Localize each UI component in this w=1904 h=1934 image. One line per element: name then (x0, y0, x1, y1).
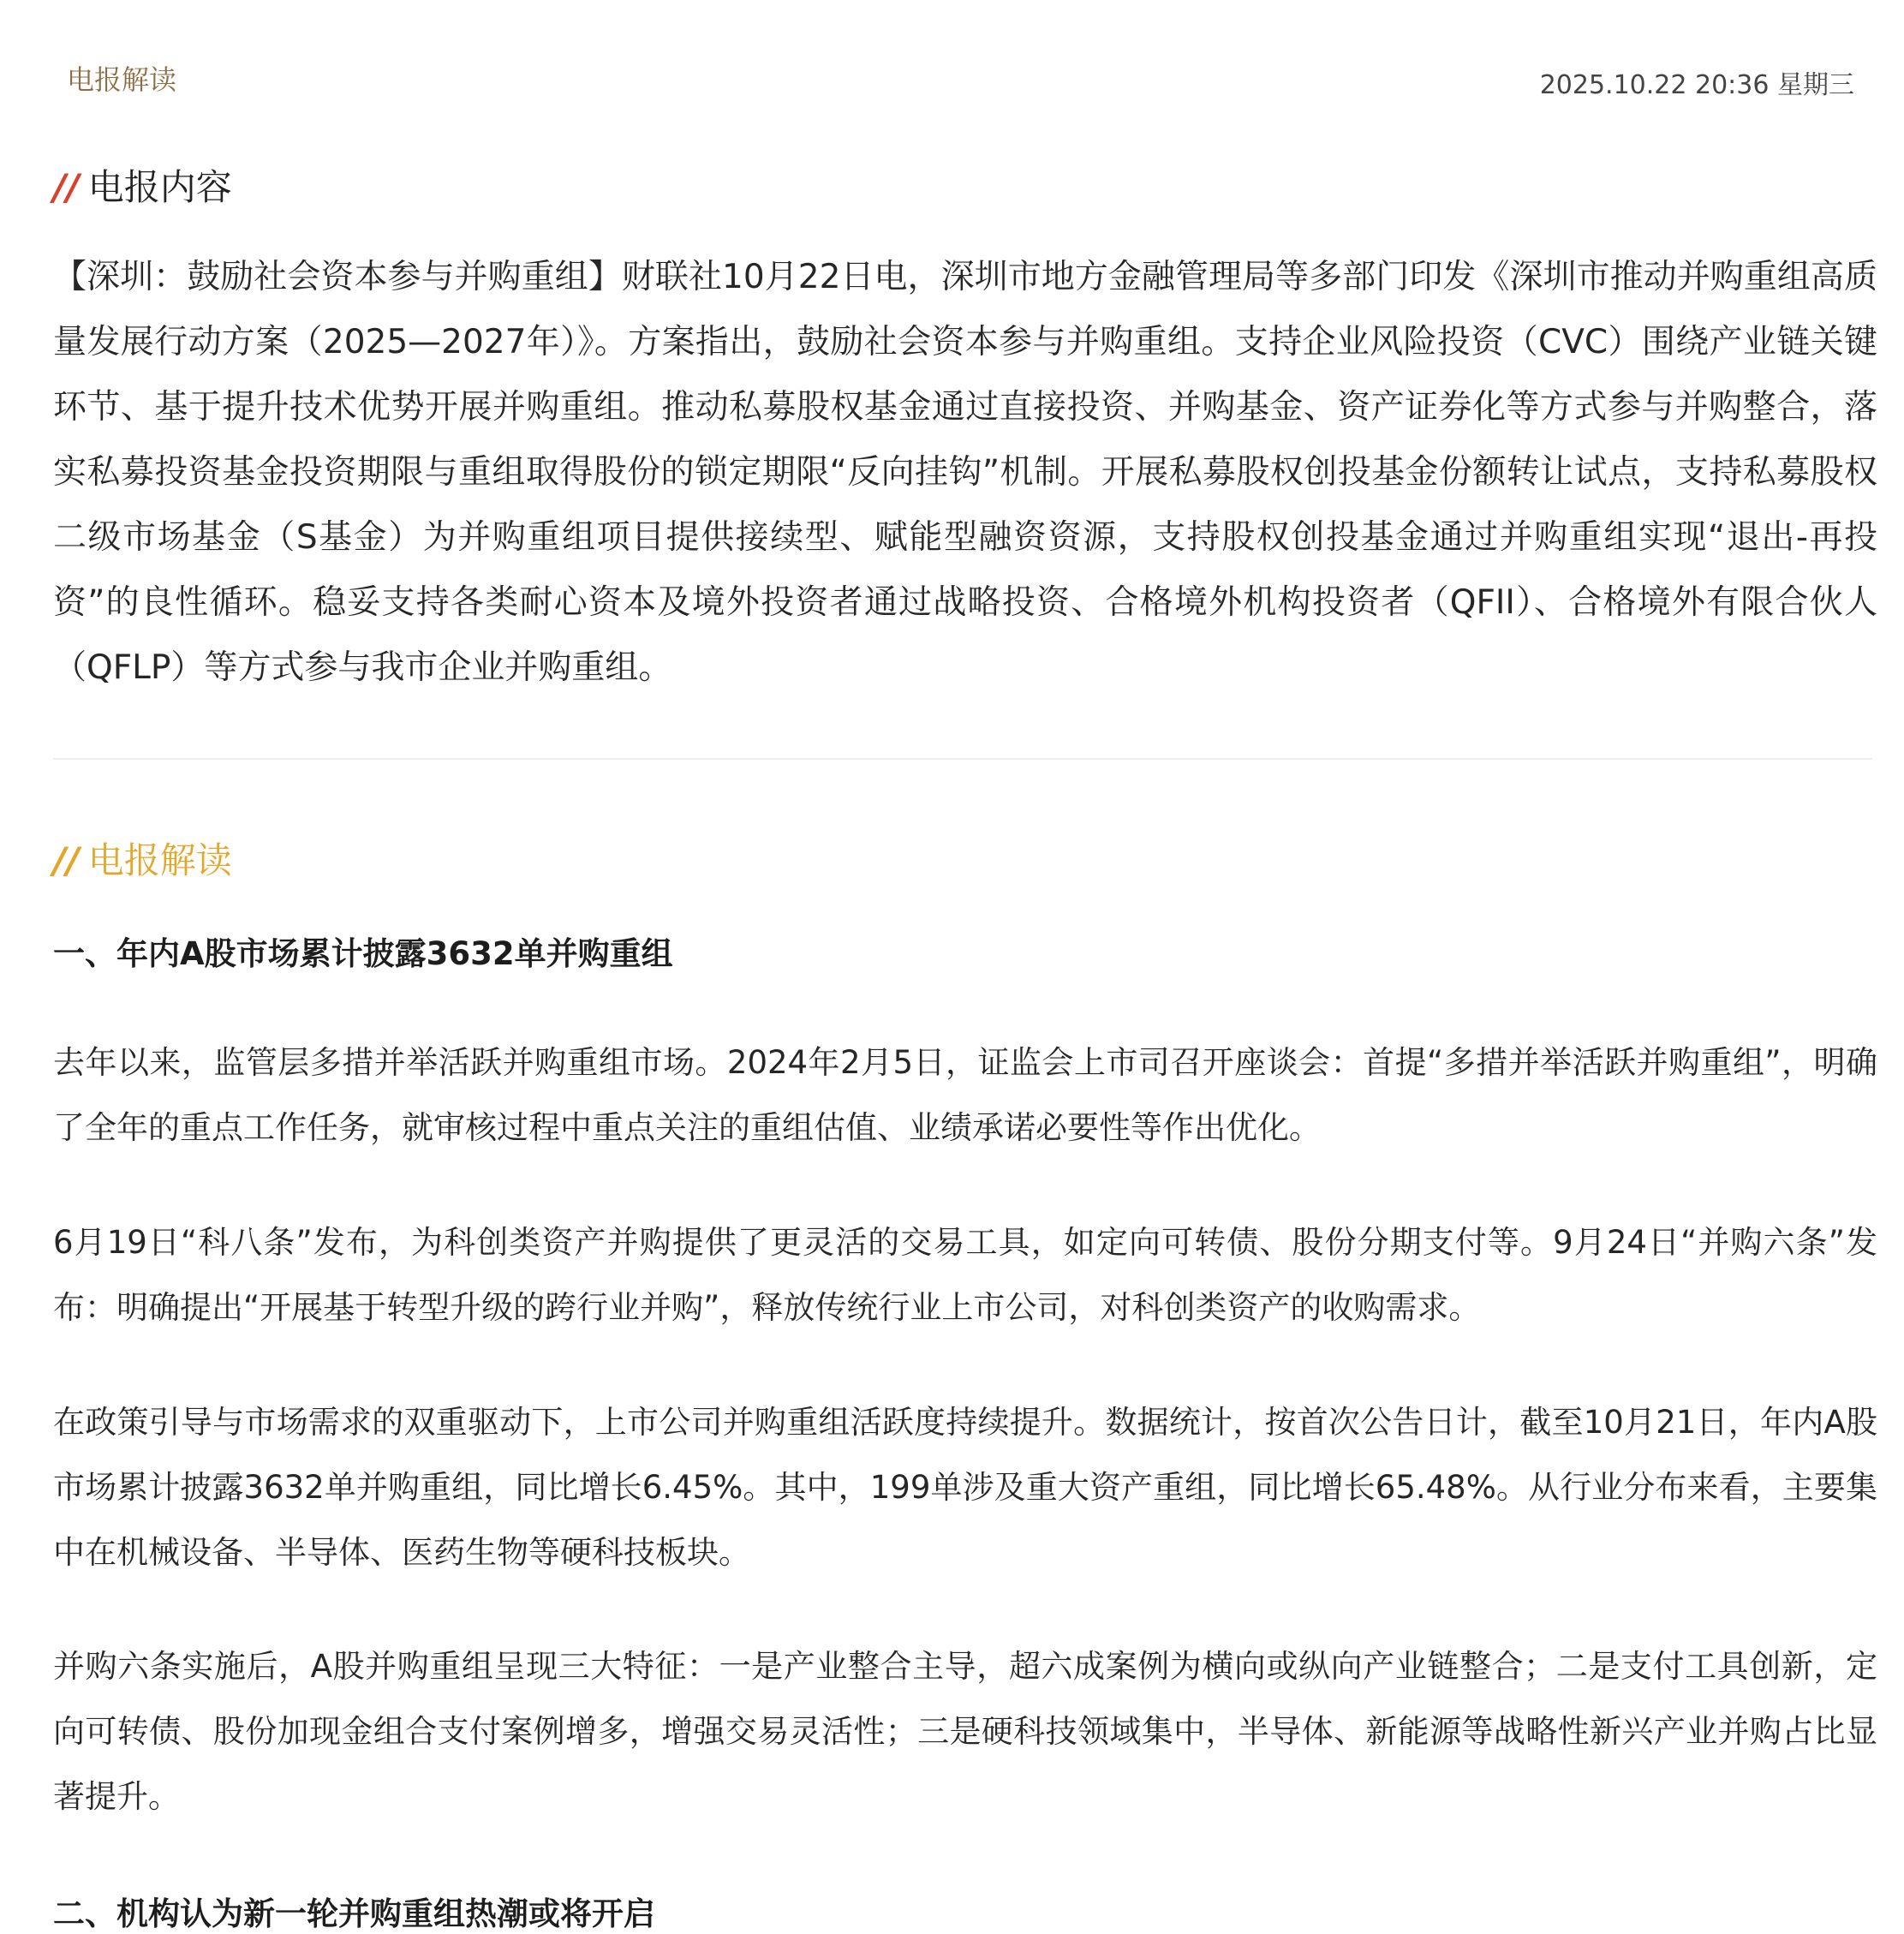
paragraph-3: 在政策引导与市场需求的双重驱动下，上市公司并购重组活跃度持续提升。数据统计，按首次公告日计，截至10月21日，年内A股市场累计披露3632单并购重组，同比增长6.45%。其中，199单涉及重大资产重组，同比增长65.48%。从行业分布来看，主要集中在机械设备、半导体、医药生物等硬科技板块。 (53, 1404, 1877, 1571)
paragraph-2: 6月19日“科八条”发布，为科创类资产并购提供了更灵活的交易工具，如定向可转债、股份分期支付等。9月24日“并购六条”发布：明确提出“开展基于转型升级的跨行业并购”，释放传统行业上市公司，对科创类资产的收购需求。 (53, 1224, 1877, 1326)
section-title: 电报内容 (87, 166, 232, 208)
category-label[interactable]: 电报解读 (67, 63, 177, 96)
top-bar (67, 53, 1854, 104)
section-heading-interpretation (53, 833, 232, 884)
telegram-content-text: 【深圳：鼓励社会资本参与并购重组】财联社10月22日电，深圳市地方金融管理局等多部门印发《深圳市推动并购重组高质量发展行动方案（2025—2027年）》。方案指出，鼓励社会资本参与并购重组。支持企业风险投资（CVC）围绕产业链关键环节、基于提升技术优势开展并购重组。推动私募股权基金通过直接投资、并购基金、资产证券化等方式参与并购整合，落实私募投资基金投资期限与重组取得股份的锁定期限“反向挂钩”机制。开展私募股权创投基金份额转让试点，支持私募股权二级市场基金（S基金）为并购重组项目提供接续型、赋能型融资资源，支持股权创投基金通过并购重组实现“退出-再投资”的良性循环。稳妥支持各类耐心资本及境外投资者通过战略投资、合格境外机构投资者（QFII）、合格境外有限合伙人（QFLP）等方式参与我市企业并购重组。 (53, 258, 1877, 687)
section-divider (53, 758, 1872, 760)
section-heading-content (53, 159, 232, 211)
section-title: 电报解读 (87, 839, 232, 881)
section-marker: // (53, 166, 80, 208)
paragraph-4: 并购六条实施后，A股并购重组呈现三大特征：一是产业整合主导，超六成案例为横向或纵向产业链整合；二是支付工具创新，定向可转债、股份加现金组合支付案例增多，增强交易灵活性；三是硬科技领域集中，半导体、新能源等战略性新兴产业并购占比显著提升。 (53, 1648, 1877, 1815)
section-marker: // (53, 839, 80, 881)
sub-heading-2: 二、机构认为新一轮并购重组热潮或将开启 (53, 1895, 655, 1932)
publish-datetime: 2025.10.22 20:36 星期三 (1539, 70, 1854, 100)
sub-heading-1: 一、年内A股市场累计披露3632单并购重组 (53, 935, 673, 972)
paragraph-1: 去年以来，监管层多措并举活跃并购重组市场。2024年2月5日，证监会上市司召开座谈会：首提“多措并举活跃并购重组”，明确了全年的重点工作任务，就审核过程中重点关注的重组估值、业绩承诺必要性等作出优化。 (53, 1044, 1877, 1146)
